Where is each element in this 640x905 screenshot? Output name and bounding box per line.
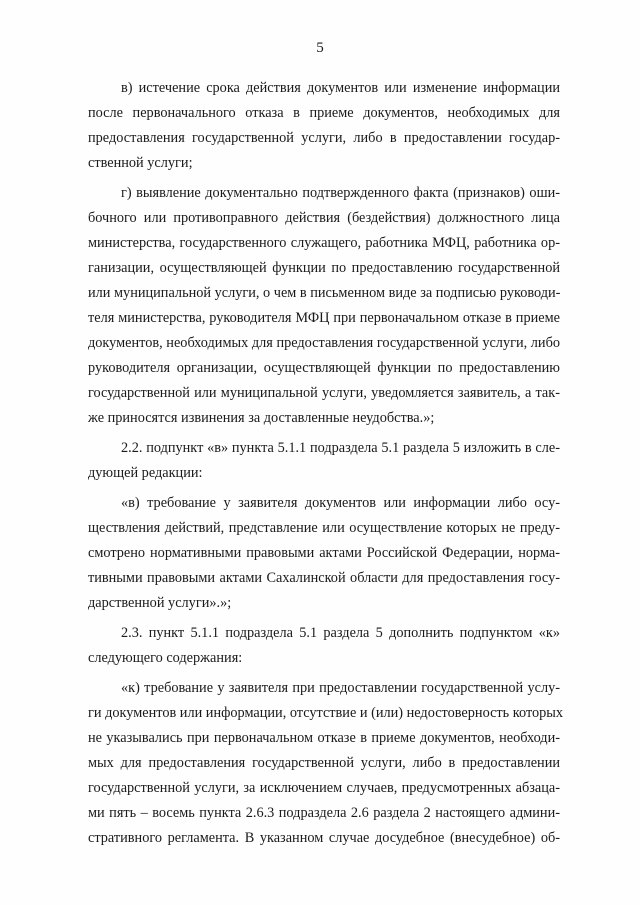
text-line: 2.3. пункт 5.1.1 подраздела 5.1 раздела 5 дополнить подпунктом «к» [121,625,560,641]
text-line: ганизации, осуществляющей функции по предоставлению государственной [88,260,560,276]
text-line: документов, необходимых для предоставления государственной услуги, либо [88,335,560,351]
text-line: дарственной услуги».»; [88,595,232,611]
text-line: не указывались при первоначальном отказе в приеме документов, необходи- [88,730,560,746]
text-line: или муниципальной услуги, о чем в письменном виде за подписью руководи- [88,285,561,301]
text-line: ми пять – восемь пункта 2.6.3 подраздела 2.6 раздела 2 настоящего админи- [88,805,560,821]
text-line: в) истечение срока действия документов или изменение информации [121,80,560,96]
text-line: руководителя организации, осуществляющей функции по предоставлению [88,360,560,376]
text-line: мых для предоставления государственной услуги, либо в предоставлении [88,755,560,771]
page-number: 5 [316,40,324,56]
text-line: же приносятся извинения за доставленные неудобства.»; [88,410,435,426]
text-line: ственной услуги; [88,155,193,171]
text-line: предоставления государственной услуги, либо в предоставлении государ- [88,130,560,146]
text-line: бочного или противоправного действия (бездействия) должностного лица [88,210,560,226]
text-line: государственной или муниципальной услуги, уведомляется заявитель, а так- [88,385,560,401]
text-line: 2.2. подпункт «в» пункта 5.1.1 подраздела 5.1 раздела 5 изложить в сле- [121,440,560,456]
text-line: г) выявление документально подтвержденного факта (признаков) оши- [121,185,560,201]
text-line: ги документов или информации, отсутствие и (или) недостоверность которых [88,705,564,721]
text-line: государственной услуги, за исключением случаев, предусмотренных абзаца- [88,780,560,796]
text-line: министерства, государственного служащего, работника МФЦ, работника ор- [88,235,560,251]
text-line: теля министерства, руководителя МФЦ при первоначальном отказе в приеме [88,310,560,326]
text-line: тивными правовыми актами Сахалинской области для предоставления госу- [88,570,560,586]
text-line: стративного регламента. В указанном случае досудебное (внесудебное) об- [88,830,560,846]
text-line: следующего содержания: [88,650,243,666]
text-line: после первоначального отказа в приеме документов, необходимых для [88,105,560,121]
text-line: ществления действий, представление или осуществление которых не преду- [88,520,560,536]
text-line: дующей редакции: [88,465,203,481]
text-line: «в) требование у заявителя документов или информации либо осу- [121,495,560,511]
text-line: «к) требование у заявителя при предоставлении государственной услу- [121,680,560,696]
text-line: смотрено нормативными правовыми актами Российской Федерации, норма- [88,545,560,561]
